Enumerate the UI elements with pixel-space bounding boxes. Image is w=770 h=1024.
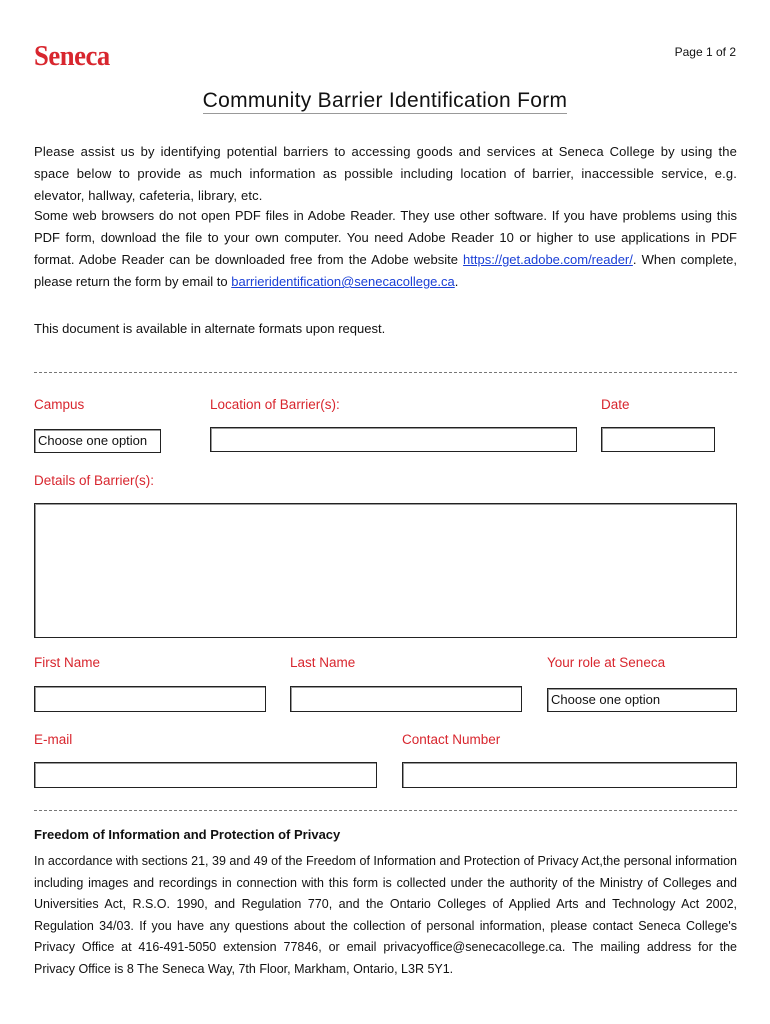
last-name-label: Last Name xyxy=(290,655,356,670)
form-title: Community Barrier Identification Form xyxy=(202,89,568,112)
intro-paragraph: Please assist us by identifying potential barriers to accessing goods and services at Seneca College by using the space below to provide as much information as possible including location of barrier, inaccessible service, e.g. elevator, hallway, cafeteria, library, etc. xyxy=(34,144,737,203)
email-label: E-mail xyxy=(34,732,73,747)
contact-number-label: Contact Number xyxy=(402,732,501,747)
barrier-email-link[interactable]: barrieridentification@senecacollege.ca xyxy=(231,274,455,289)
page-number: Page 1 of 2 xyxy=(674,45,736,59)
first-name-input[interactable] xyxy=(34,686,266,712)
privacy-paragraph: In accordance with sections 21, 39 and 49 of the Freedom of Information and Protection of Privacy Act,the personal information including images and recordings in connection with this form is collected under the authority of the Ministry of Colleges and Universities Act, R.S.O. 1990, and Regulation 770, and the Ontario Colleges of Applied Arts and Technology Act 2002, Regulation 34/03. If you have any questions about the collection of personal information, please contact Seneca College's Privacy Office at 416-491-5050 extension 77846, or email privacyoffice@senecacollege.ca. The mailing address for the Privacy Office is 8 The Seneca Way, 7th Floor, Markham, Ontario, L3R 5Y1. xyxy=(34,854,737,976)
divider xyxy=(34,372,737,373)
contact-number-input[interactable] xyxy=(402,762,737,788)
last-name-input[interactable] xyxy=(290,686,522,712)
divider xyxy=(34,810,737,811)
role-select[interactable]: Choose one option xyxy=(547,688,737,712)
role-label: Your role at Seneca xyxy=(547,655,666,670)
location-input[interactable] xyxy=(210,427,577,452)
browser-note-paragraph: Some web browsers do not open PDF files in Adobe Reader. They use other software. If you have problems using this PDF form, download the file to your own computer. You need Adobe Reader 10 or higher to use applications in PDF format. Adobe Reader can be downloaded free from the Adobe website https://get.adobe.com/reader/. When complete, please return the form by email to barrieridentification@senecacollege.ca. xyxy=(34,208,738,289)
campus-select[interactable]: Choose one option xyxy=(34,429,161,453)
location-label: Location of Barrier(s): xyxy=(210,397,340,412)
privacy-title: Freedom of Information and Protection of Privacy xyxy=(34,827,341,842)
campus-label: Campus xyxy=(34,397,85,412)
seneca-logo: Seneca xyxy=(34,40,110,72)
first-name-label: First Name xyxy=(34,655,101,670)
date-label: Date xyxy=(601,397,630,412)
adobe-reader-link[interactable]: https://get.adobe.com/reader/ xyxy=(463,252,633,267)
details-textarea[interactable] xyxy=(34,503,737,638)
details-label: Details of Barrier(s): xyxy=(34,473,155,488)
date-input[interactable] xyxy=(601,427,715,452)
alternate-formats-note: This document is available in alternate formats upon request. xyxy=(34,321,386,336)
email-input[interactable] xyxy=(34,762,377,788)
